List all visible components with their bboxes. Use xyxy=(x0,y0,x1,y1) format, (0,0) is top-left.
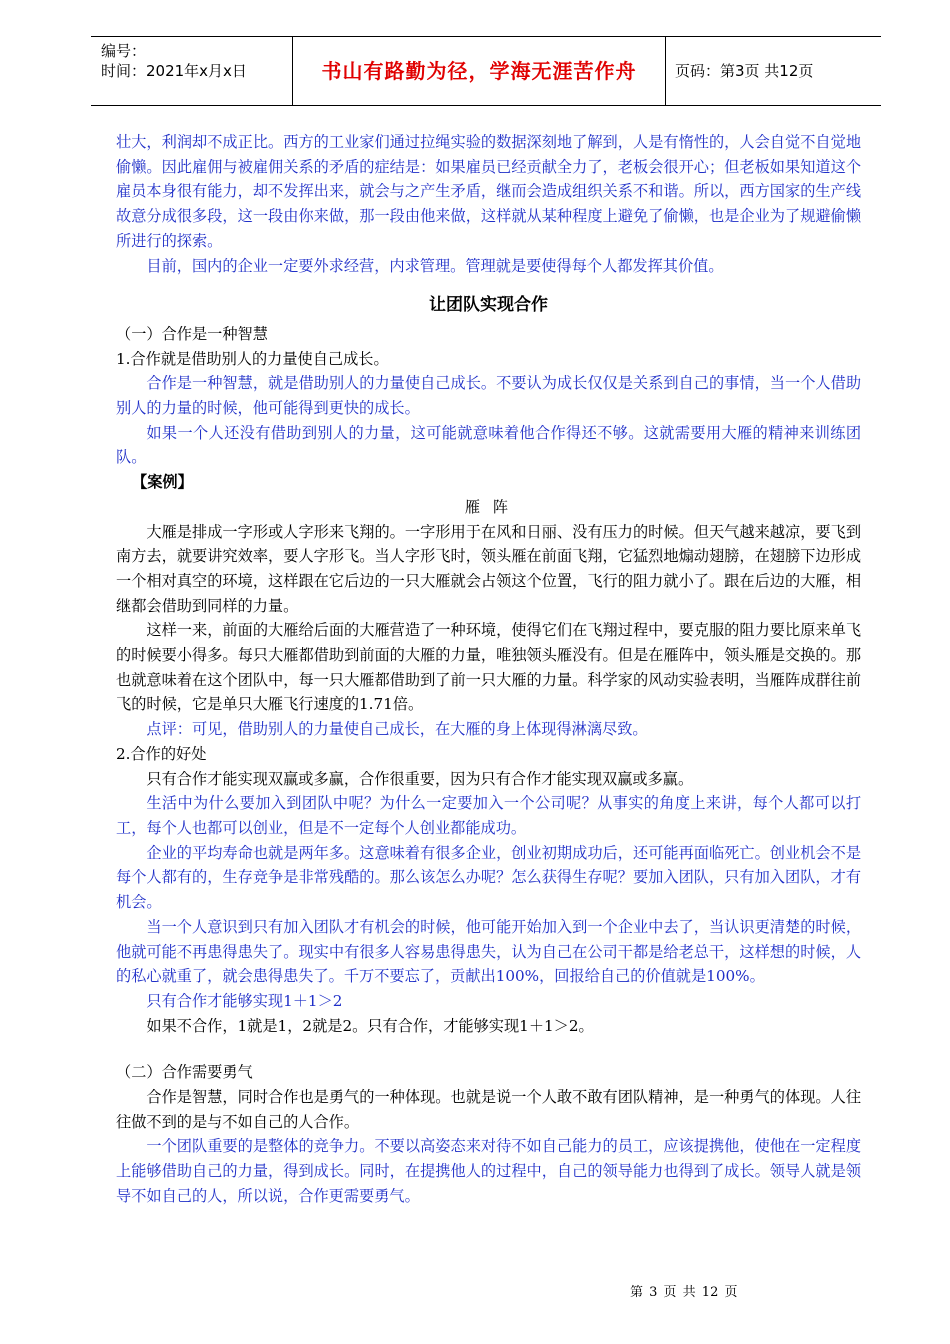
point-heading: 2.合作的好处 xyxy=(116,744,207,763)
case-heading: 【案例】 xyxy=(132,473,193,492)
comment-paragraph: 点评：可见，借助别人的力量使自己成长，在大雁的身上体现得淋漓尽致。 xyxy=(146,720,648,739)
paragraph: 这样一来，前面的大雁给后面的大雁营造了一种环境，使得它们在飞翔过程中，要克服的阻力要比原来单飞的时候要小得多。每只大雁都借助到前面的大雁的力量，唯独领头雁没有。但是在雁阵中，领头雁是交换的。那也就意味着在这个团队中，每一只大雁都借助到了前一只大雁的力量。科学家的风动实验表明，当雁阵成群往前飞的时候，它是单只大雁飞行速度的1.71倍。 xyxy=(116,621,861,714)
spacer xyxy=(116,1038,861,1060)
page-header xyxy=(91,36,881,106)
page-footer: 第 3 页 共 12 页 xyxy=(630,1285,738,1300)
case-title: 雁 阵 xyxy=(464,497,513,516)
subsection-heading: （二）合作需要勇气 xyxy=(116,1063,253,1082)
header-divider xyxy=(665,37,666,105)
paragraph: 当一个人意识到只有加入团队才有机会的时候，他可能开始加入到一个企业中去了，当认识更清楚的时候，他就可能不再患得患失了。现实中有很多人容易患得患失，认为自己在公司干都是给老总干，这样想的时候，人的私心就重了，就会患得患失了。千万不要忘了，贡献出100%，回报给自己的价值就是100%。 xyxy=(116,917,861,986)
paragraph: 企业的平均寿命也就是两年多。这意味着有很多企业，创业初期成功后，还可能再面临死亡。创业机会不是每个人都有的，生存竞争是非常残酷的。那么该怎么办呢？怎么获得生存呢？要加入团队，只有加入团队，才有机会。 xyxy=(116,843,861,912)
subsection-heading: （一）合作是一种智慧 xyxy=(116,324,268,343)
paragraph: 只有合作才能够实现1＋1＞2 xyxy=(146,991,343,1010)
header-page-info: 页码：第3页 共12页 xyxy=(675,62,814,80)
header-time-label: 时间：2021年x月x日 xyxy=(101,62,247,80)
paragraph: 生活中为什么要加入到团队中呢？为什么一定要加入一个公司呢？从事实的角度上来讲，每个人都可以打工，每个人也都可以创业，但是不一定每个人创业都能成功。 xyxy=(116,794,861,837)
paragraph: 目前，国内的企业一定要外求经营，内求管理。管理就是要使得每个人都发挥其价值。 xyxy=(146,256,724,275)
point-heading: 1.合作就是借助别人的力量使自己成长。 xyxy=(116,349,389,368)
paragraph: 只有合作才能实现双赢或多赢，合作很重要，因为只有合作才能实现双赢或多赢。 xyxy=(146,769,694,788)
paragraph: 如果一个人还没有借助到别人的力量，这可能就意味着他合作得还不够。这就需要用大雁的精神来训练团队。 xyxy=(116,423,861,467)
paragraph: 壮大，利润却不成正比。西方的工业家们通过拉绳实验的数据深刻地了解到，人是有惰性的，人会自觉不自觉地偷懒。因此雇佣与被雇佣关系的矛盾的症结是：如果雇员已经贡献全力了，老板会很开心；但老板如果知道这个雇员本身很有能力，却不发挥出来，就会与之产生矛盾，继而会造成组织关系不和谐。所以，西方国家的生产线故意分成很多段，这一段由你来做，那一段由他来做，这样就从某种程度上避免了偷懒，也是企业为了规避偷懒所进行的探索。 xyxy=(116,133,861,250)
section-title: 让团队实现合作 xyxy=(429,295,548,316)
paragraph: 合作是智慧，同时合作也是勇气的一种体现。也就是说一个人敢不敢有团队精神，是一种勇气的体现。人往往做不到的是与不如自己的人合作。 xyxy=(116,1088,861,1131)
header-motto: 书山有路勤为径，学海无涯苦作舟 xyxy=(321,59,637,83)
header-meta xyxy=(101,41,291,81)
paragraph: 合作是一种智慧，就是借助别人的力量使自己成长。不要认为成长仅仅是关系到自己的事情，当一个人借助别人的力量的时候，他可能得到更快的成长。 xyxy=(116,374,861,418)
paragraph: 大雁是排成一字形或人字形来飞翔的。一字形用于在风和日丽、没有压力的时候。但天气越来越凉，要飞到南方去，就要讲究效率，要人字形飞。当人字形飞时，领头雁在前面飞翔，它猛烈地煽动翅膀，在翅膀下边形成一个相对真空的环境，这样跟在它后边的一只大雁就会占领这个位置，飞行的阻力就小了。跟在后边的大雁，相继都会借助到同样的力量。 xyxy=(116,522,861,615)
paragraph: 如果不合作，1就是1，2就是2。只有合作，才能够实现1＋1＞2。 xyxy=(146,1016,594,1035)
paragraph: 一个团队重要的是整体的竞争力。不要以高姿态来对待不如自己能力的员工，应该提携他，使他在一定程度上能够借助自己的力量，得到成长。同时，在提携他人的过程中，自己的领导能力也得到了成长。领导人就是领导不如自己的人，所以说，合作更需要勇气。 xyxy=(116,1137,861,1205)
header-number-label: 编号： xyxy=(101,42,147,60)
document-body xyxy=(116,130,861,1209)
